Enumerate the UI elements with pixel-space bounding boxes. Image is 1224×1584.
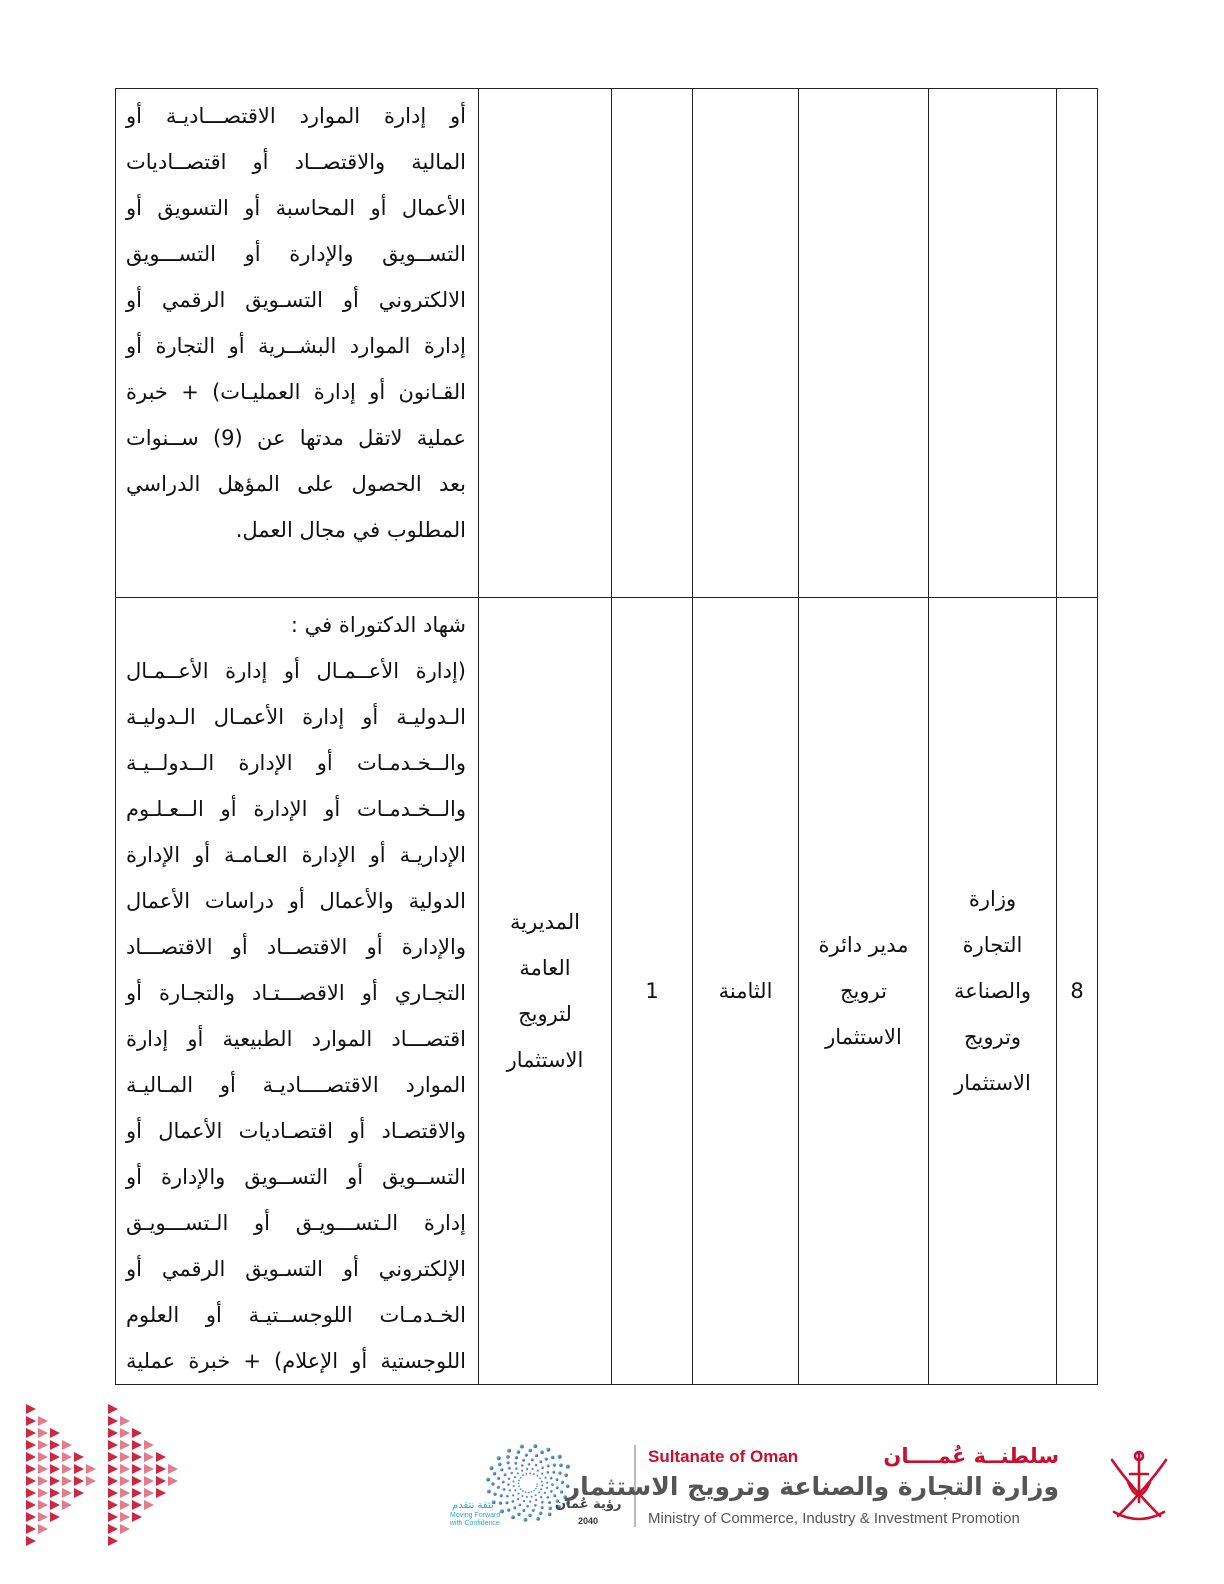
cell-qualifications [116, 89, 479, 598]
cell-department [479, 89, 612, 598]
qualification-line: التجـاري أو الاقصـــتـاد والتجـارة أو [126, 981, 466, 1005]
qualification-line: الإلكتروني أو التسـويق الرقمي أو [126, 1257, 466, 1281]
qualification-line: إدارة الـتســـويـق أو الـتســـويـق [126, 1211, 466, 1235]
qualification-line: الخـدمـات اللوجســتيـة أو العلوم [126, 1303, 466, 1327]
qualification-line: بعد الحصول على المؤهل الدراسي [126, 472, 466, 496]
jobs-table [115, 88, 1098, 1385]
cell-number [1057, 89, 1098, 598]
cell-count [612, 89, 693, 598]
ministry-name-english: Ministry of Commerce, Industry & Investment Promotion [648, 1510, 1020, 1527]
cell-number: 8 [1057, 598, 1098, 1385]
qualification-line: والــخـدمـات أو الإدارة أو الــعـلـوم [126, 797, 466, 821]
tagline-english: Moving Forward with Confidence [450, 1512, 501, 1527]
qualification-line: إدارة الموارد البشــرية أو التجارة أو [126, 334, 466, 358]
cell-job-title: مدير دائرة ترويج الاستثمار [799, 598, 929, 1385]
qualification-line: والاقتصـاد أو اقتصـاديات الأعمال أو [126, 1119, 466, 1143]
qualification-line: عملية لاتقل مدتها عن (9) ســنوات [126, 426, 466, 450]
qualification-line: اللوجستية أو الإعلام) + خبرة عملية [126, 1349, 466, 1373]
qualification-line: والإدارة أو الاقتصــاد أو الاقتصـــاد [126, 935, 466, 959]
table-row [116, 89, 1098, 598]
cell-department: المديرية العامة لترويج الاستثمار [479, 598, 612, 1385]
qualification-line: المالية والاقتصــاد أو اقتصــاديات [126, 150, 466, 174]
cell-count: 1 [612, 598, 693, 1385]
oman-emblem-icon [1100, 1442, 1178, 1528]
qualification-line: الأعمال أو المحاسبة أو التسويق أو [126, 196, 466, 220]
vision-year: 2040 [578, 1516, 599, 1526]
cell-job-title [799, 89, 929, 598]
triangle-pattern-decoration [22, 1398, 194, 1554]
cell-qualifications [116, 598, 479, 1385]
ministry-name-arabic: وزارة التجارة والصناعة وترويج الاستثمار [565, 1472, 1059, 1501]
cell-ministry: وزارة التجارة والصناعة وترويج الاستثمار [929, 598, 1057, 1385]
sultanate-english: Sultanate of Oman [648, 1447, 799, 1466]
qualification-line: التســويق أو التســويق والإدارة أو [126, 1165, 466, 1189]
qualification-line: الدولية والأعمال أو دراسات الأعمال [126, 889, 466, 913]
qualification-line: التســويق والإدارة أو التســـويق [126, 242, 466, 266]
tagline-arabic: بثقة نتقدم [452, 1500, 494, 1511]
qualification-line: والــخـدمـات أو الإدارة الــدولــيـة [126, 751, 466, 775]
qualification-line: القـانون أو إدارة العمليـات) + خبرة [126, 380, 466, 404]
sultanate-arabic: سلطنــة عُمــــان [883, 1444, 1059, 1468]
qualification-line: المطلوب في مجال العمل. [235, 518, 466, 542]
qualification-line: أو إدارة الموارد الاقتصـــاديـة أو [126, 104, 466, 128]
qualification-line: الـدوليـة أو إدارة الأعمـال الـدوليـة [126, 705, 466, 729]
qualification-line: اقتصـــاد الموارد الطبيعية أو إدارة [126, 1027, 466, 1051]
cell-ministry [929, 89, 1057, 598]
cell-grade [693, 89, 799, 598]
cell-grade: الثامنة [693, 598, 799, 1385]
qualification-line: شهاد الدكتوراة في : [290, 613, 466, 637]
vision-title: رؤية عُمان [555, 1497, 622, 1512]
qualification-line: الإداريـة أو الإدارة العـامـة أو الإدارة [126, 843, 466, 867]
qualification-line: الموارد الاقتصــــاديـة أو المـاليـة [126, 1073, 466, 1097]
qualification-line: الالكتروني أو التسـويق الرقمي أو [126, 288, 466, 312]
table-row [116, 598, 1098, 1385]
qualification-line: (إدارة الأعــمـال أو إدارة الأعــمـال [126, 659, 466, 683]
